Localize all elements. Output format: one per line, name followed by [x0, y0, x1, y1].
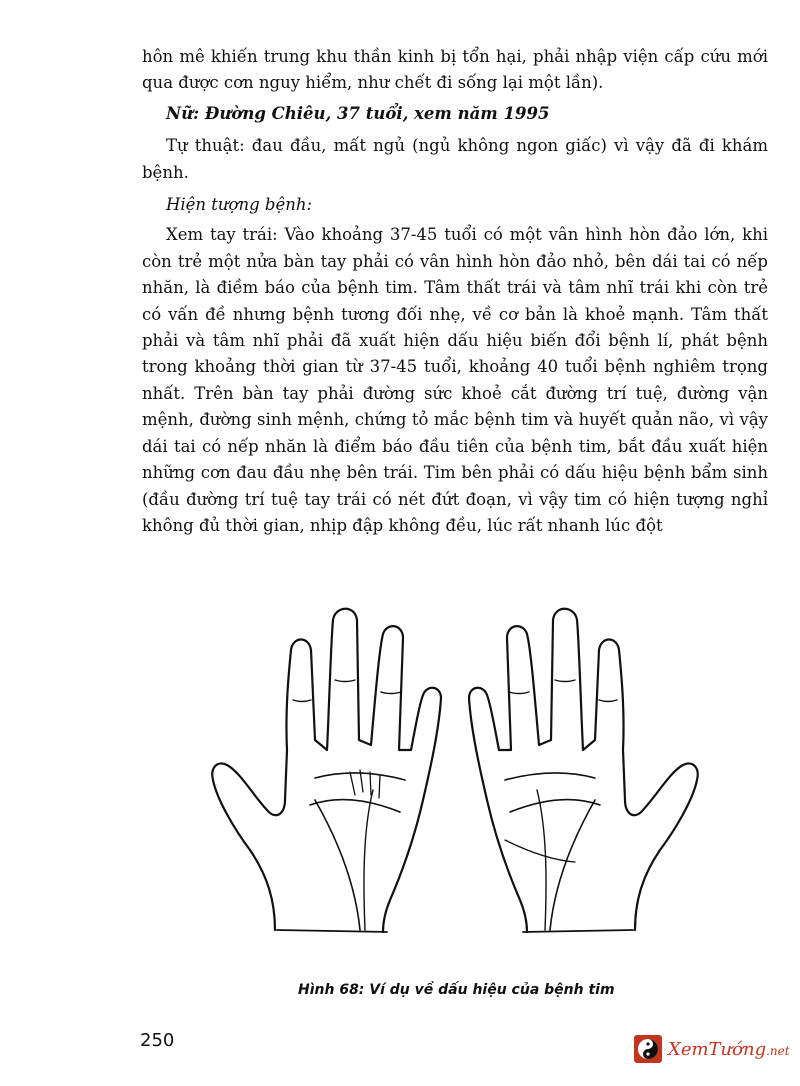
case-heading: Nữ: Đường Chiêu, 37 tuổi, xem năm 1995 — [166, 103, 550, 123]
right-head-line — [510, 800, 600, 812]
left-hand-outline — [212, 609, 441, 932]
yin-yang-icon — [634, 1035, 662, 1063]
palm-illustration — [205, 600, 705, 960]
watermark-text: XemTướng.net — [668, 1038, 790, 1060]
paragraph-self-report: Tự thuật: đau đầu, mất ngủ (ngủ không ngon giấc) vì vậy đã đi khám bệnh. — [142, 136, 768, 182]
left-fate-line — [364, 790, 373, 930]
right-fate-line — [537, 790, 546, 930]
page-number: 250 — [140, 1030, 175, 1051]
right-life-line — [550, 800, 595, 930]
body-text — [142, 44, 768, 539]
figure-caption: Hình 68: Ví dụ về dấu hiệu của bệnh tim — [298, 982, 615, 998]
left-life-line — [315, 800, 360, 930]
paragraph-observation: Xem tay trái: Vào khoảng 37-45 tuổi có một vân hình hòn đảo lớn, khi còn trẻ một nửa bàn tay phải có vân hình hòn đảo nhỏ, bên dái tai có nếp nhăn, là điềm báo của bệnh tim. Tâm thất trái và tâm nhĩ trái khi còn trẻ có vấn đề nhưng bệnh tương đối nhẹ, về cơ bản là khoẻ mạnh. Tâm thất phải và tâm nhĩ phải đã xuất hiện dấu hiệu biến đổi bệnh lí, phát bệnh trong khoảng thời gian từ 37-45 tuổi, khoảng 40 tuổi bệnh nghiêm trọng nhất. Trên bàn tay phải đường sức khoẻ cắt đường trí tuệ, đường vận mệnh, đường sinh mệnh, chứng tỏ mắc bệnh tim và huyết quản não, vì vậy dái tai có nếp nhăn là điểm báo đầu tiên của bệnh tim, bắt đầu xuất hiện những cơn đau đầu nhẹ bên trái. Tim bên phải có dấu hiệu bệnh bẩm sinh (đầu đường trí tuệ tay trái có nét đứt đoạn, vì vậy tim có hiện tượng nghỉ không đủ thời gian, nhịp đập không đều, lúc rất nhanh lúc đột — [142, 225, 768, 535]
section-label: Hiện tượng bệnh: — [166, 195, 313, 215]
paragraph-continued: hôn mê khiến trung khu thần kinh bị tổn hại, phải nhập viện cấp cứu mới qua được cơn nguy hiểm, như chết đi sống lại một lần). — [142, 47, 768, 93]
right-heart-line — [505, 773, 595, 780]
hands-drawing — [205, 600, 705, 960]
watermark — [634, 1034, 790, 1064]
right-hand-outline — [469, 609, 698, 932]
left-head-line — [310, 800, 400, 812]
